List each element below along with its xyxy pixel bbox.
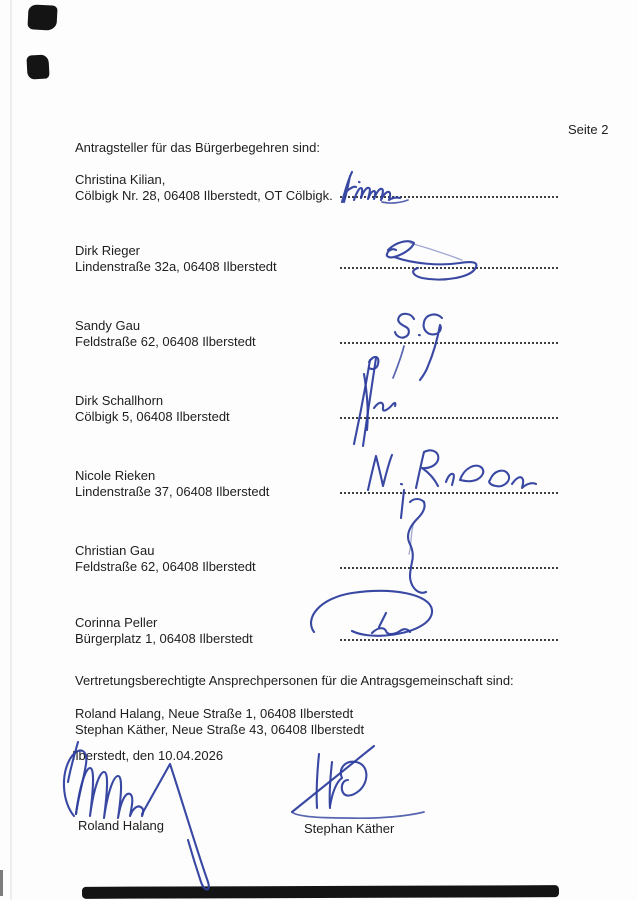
applicant-address: Lindenstraße 32a, 06408 Ilberstedt <box>75 259 277 274</box>
scan-artifact-left-tick <box>0 870 3 896</box>
signatory-name: Stephan Käther <box>304 821 395 836</box>
signature-kilian <box>338 170 438 206</box>
scan-artifact-top-2 <box>26 54 49 79</box>
representative-line: Roland Halang, Neue Straße 1, 06408 Ilberstedt <box>75 706 354 721</box>
representatives-intro: Vertretungsberechtigte Ansprechpersonen für die Antragsgemeinschaft sind: <box>75 673 514 688</box>
applicant-block <box>75 172 560 202</box>
applicant-name: Dirk Rieger <box>75 243 141 258</box>
applicant-block <box>75 318 560 348</box>
applicant-name: Nicole Rieken <box>75 468 156 483</box>
scan-edge-line <box>10 0 12 900</box>
applicant-address: Feldstraße 62, 06408 Ilberstedt <box>75 334 256 349</box>
applicant-name: Corinna Peller <box>75 615 158 630</box>
applicant-address: Bürgerplatz 1, 06408 Ilberstedt <box>75 631 253 646</box>
applicant-block <box>75 393 560 423</box>
place-date-line: Ilberstedt, den 10.04.2026 <box>72 748 224 763</box>
applicant-name: Sandy Gau <box>75 318 141 333</box>
signature-rieger <box>366 234 488 284</box>
applicant-name: Christian Gau <box>75 543 155 558</box>
intro-line: Antragsteller für das Bürgerbegehren sind: <box>75 140 320 155</box>
signatory-name: Roland Halang <box>78 818 165 833</box>
signature-stephan-kaether <box>286 736 431 824</box>
signature-schallhorn <box>336 350 416 450</box>
applicant-block <box>75 543 560 573</box>
scan-artifact-top-1 <box>27 4 57 30</box>
signature-roland-halang <box>54 730 224 900</box>
signature-peller <box>300 586 440 646</box>
signature-dotted-line <box>340 567 558 569</box>
signature-christian-gau <box>384 496 436 598</box>
applicant-address: Cölbigk 5, 06408 Ilberstedt <box>75 409 230 424</box>
page-number: Seite 2 <box>568 122 609 137</box>
representative-line: Stephan Käther, Neue Straße 43, 06408 Ilberstedt <box>75 722 365 737</box>
applicant-name: Dirk Schallhorn <box>75 393 164 408</box>
applicant-address: Lindenstraße 37, 06408 Ilberstedt <box>75 484 270 499</box>
applicant-name: Christina Kilian, <box>75 172 166 187</box>
applicant-address: Feldstraße 62, 06408 Ilberstedt <box>75 559 256 574</box>
applicant-address: Cölbigk Nr. 28, 06408 Ilberstedt, OT Cölbigk. <box>75 188 333 203</box>
